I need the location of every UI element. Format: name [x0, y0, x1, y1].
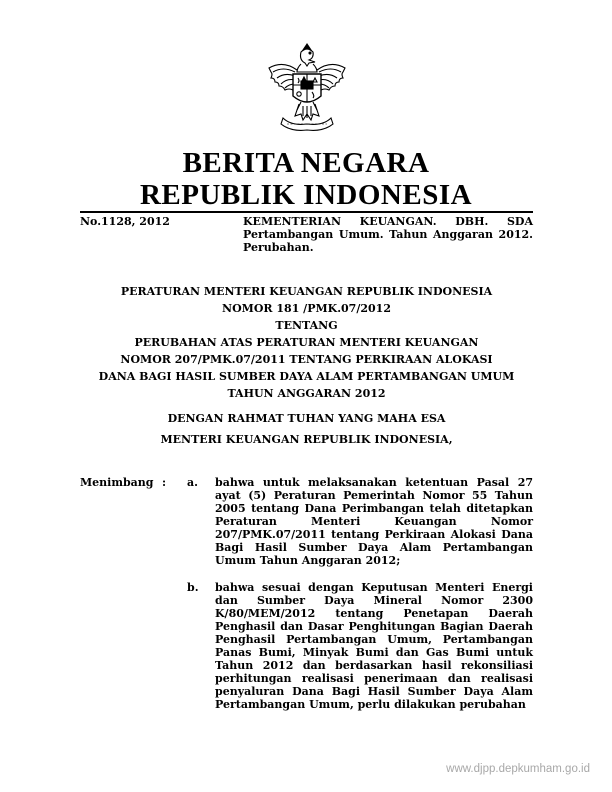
preamble-block [80, 408, 533, 450]
regulation-title-line: TAHUN ANGGARAN 2012 [227, 387, 386, 400]
regulation-title-line: PERATURAN MENTERI KEUANGAN REPUBLIK INDONESIA [120, 285, 493, 298]
considering-item-text: bahwa untuk melaksanakan ketentuan Pasal 27 ayat (5) Peraturan Pemerintah Nomor 55 Tahun 2005 tentang Dana Perimbangan telah ditetapkan Peraturan Menteri Keuangan Nomor 207/PMK.07/2011 tentang Perkiraan Alokasi Dana Bagi Hasil Sumber Daya Alam Pertambangan Umum Tahun Anggaran 2012; [215, 476, 533, 567]
considering-item-letter: b. [187, 581, 199, 594]
preamble-line: DENGAN RAHMAT TUHAN YANG MAHA ESA [167, 412, 446, 425]
considering-item-letter: a. [187, 476, 198, 489]
regulation-title-line: PERUBAHAN ATAS PERATURAN MENTERI KEUANGAN [134, 336, 479, 349]
masthead-title-line1: BERITA NEGARA [182, 147, 430, 179]
regulation-title-line: TENTANG [275, 319, 338, 332]
considering-label: Menimbang [80, 476, 154, 489]
document-summary: KEMENTERIAN KEUANGAN. DBH. SDA Pertambangan Umum. Tahun Anggaran 2012. Perubahan. [243, 215, 533, 254]
header-divider [80, 211, 533, 213]
regulation-title-line: NOMOR 181 /PMK.07/2012 [222, 302, 391, 315]
garuda-emblem-icon [257, 38, 357, 138]
footer-url-link[interactable]: www.djpp.depkumham.go.id [446, 763, 590, 775]
document-number: No.1128, 2012 [80, 215, 170, 228]
regulation-title-block [80, 283, 533, 402]
regulation-title-line: DANA BAGI HASIL SUMBER DAYA ALAM PERTAMBANGAN UMUM [98, 370, 515, 383]
preamble-line: MENTERI KEUANGAN REPUBLIK INDONESIA, [160, 433, 453, 446]
considering-colon: : [162, 476, 167, 489]
masthead-title-line2: REPUBLIK INDONESIA [139, 179, 473, 211]
regulation-title-line: NOMOR 207/PMK.07/2011 TENTANG PERKIRAAN ALOKASI [120, 353, 493, 366]
considering-item-text: bahwa sesuai dengan Keputusan Menteri Energi dan Sumber Daya Mineral Nomor 2300 K/80/MEM/2012 tentang Penetapan Daerah Penghasil dan Dasar Penghitungan Bagian Daerah Penghasil Pertambangan Umum, Pertambangan Panas Bumi, Minyak Bumi dan Gas Bumi untuk Tahun 2012 dan berdasarkan hasil rekonsiliasi perhitungan realisasi penerimaan dan realisasi penyaluran Dana Bagi Hasil Sumber Daya Alam Pertambangan Umum, perlu dilakukan perubahan [215, 581, 533, 711]
